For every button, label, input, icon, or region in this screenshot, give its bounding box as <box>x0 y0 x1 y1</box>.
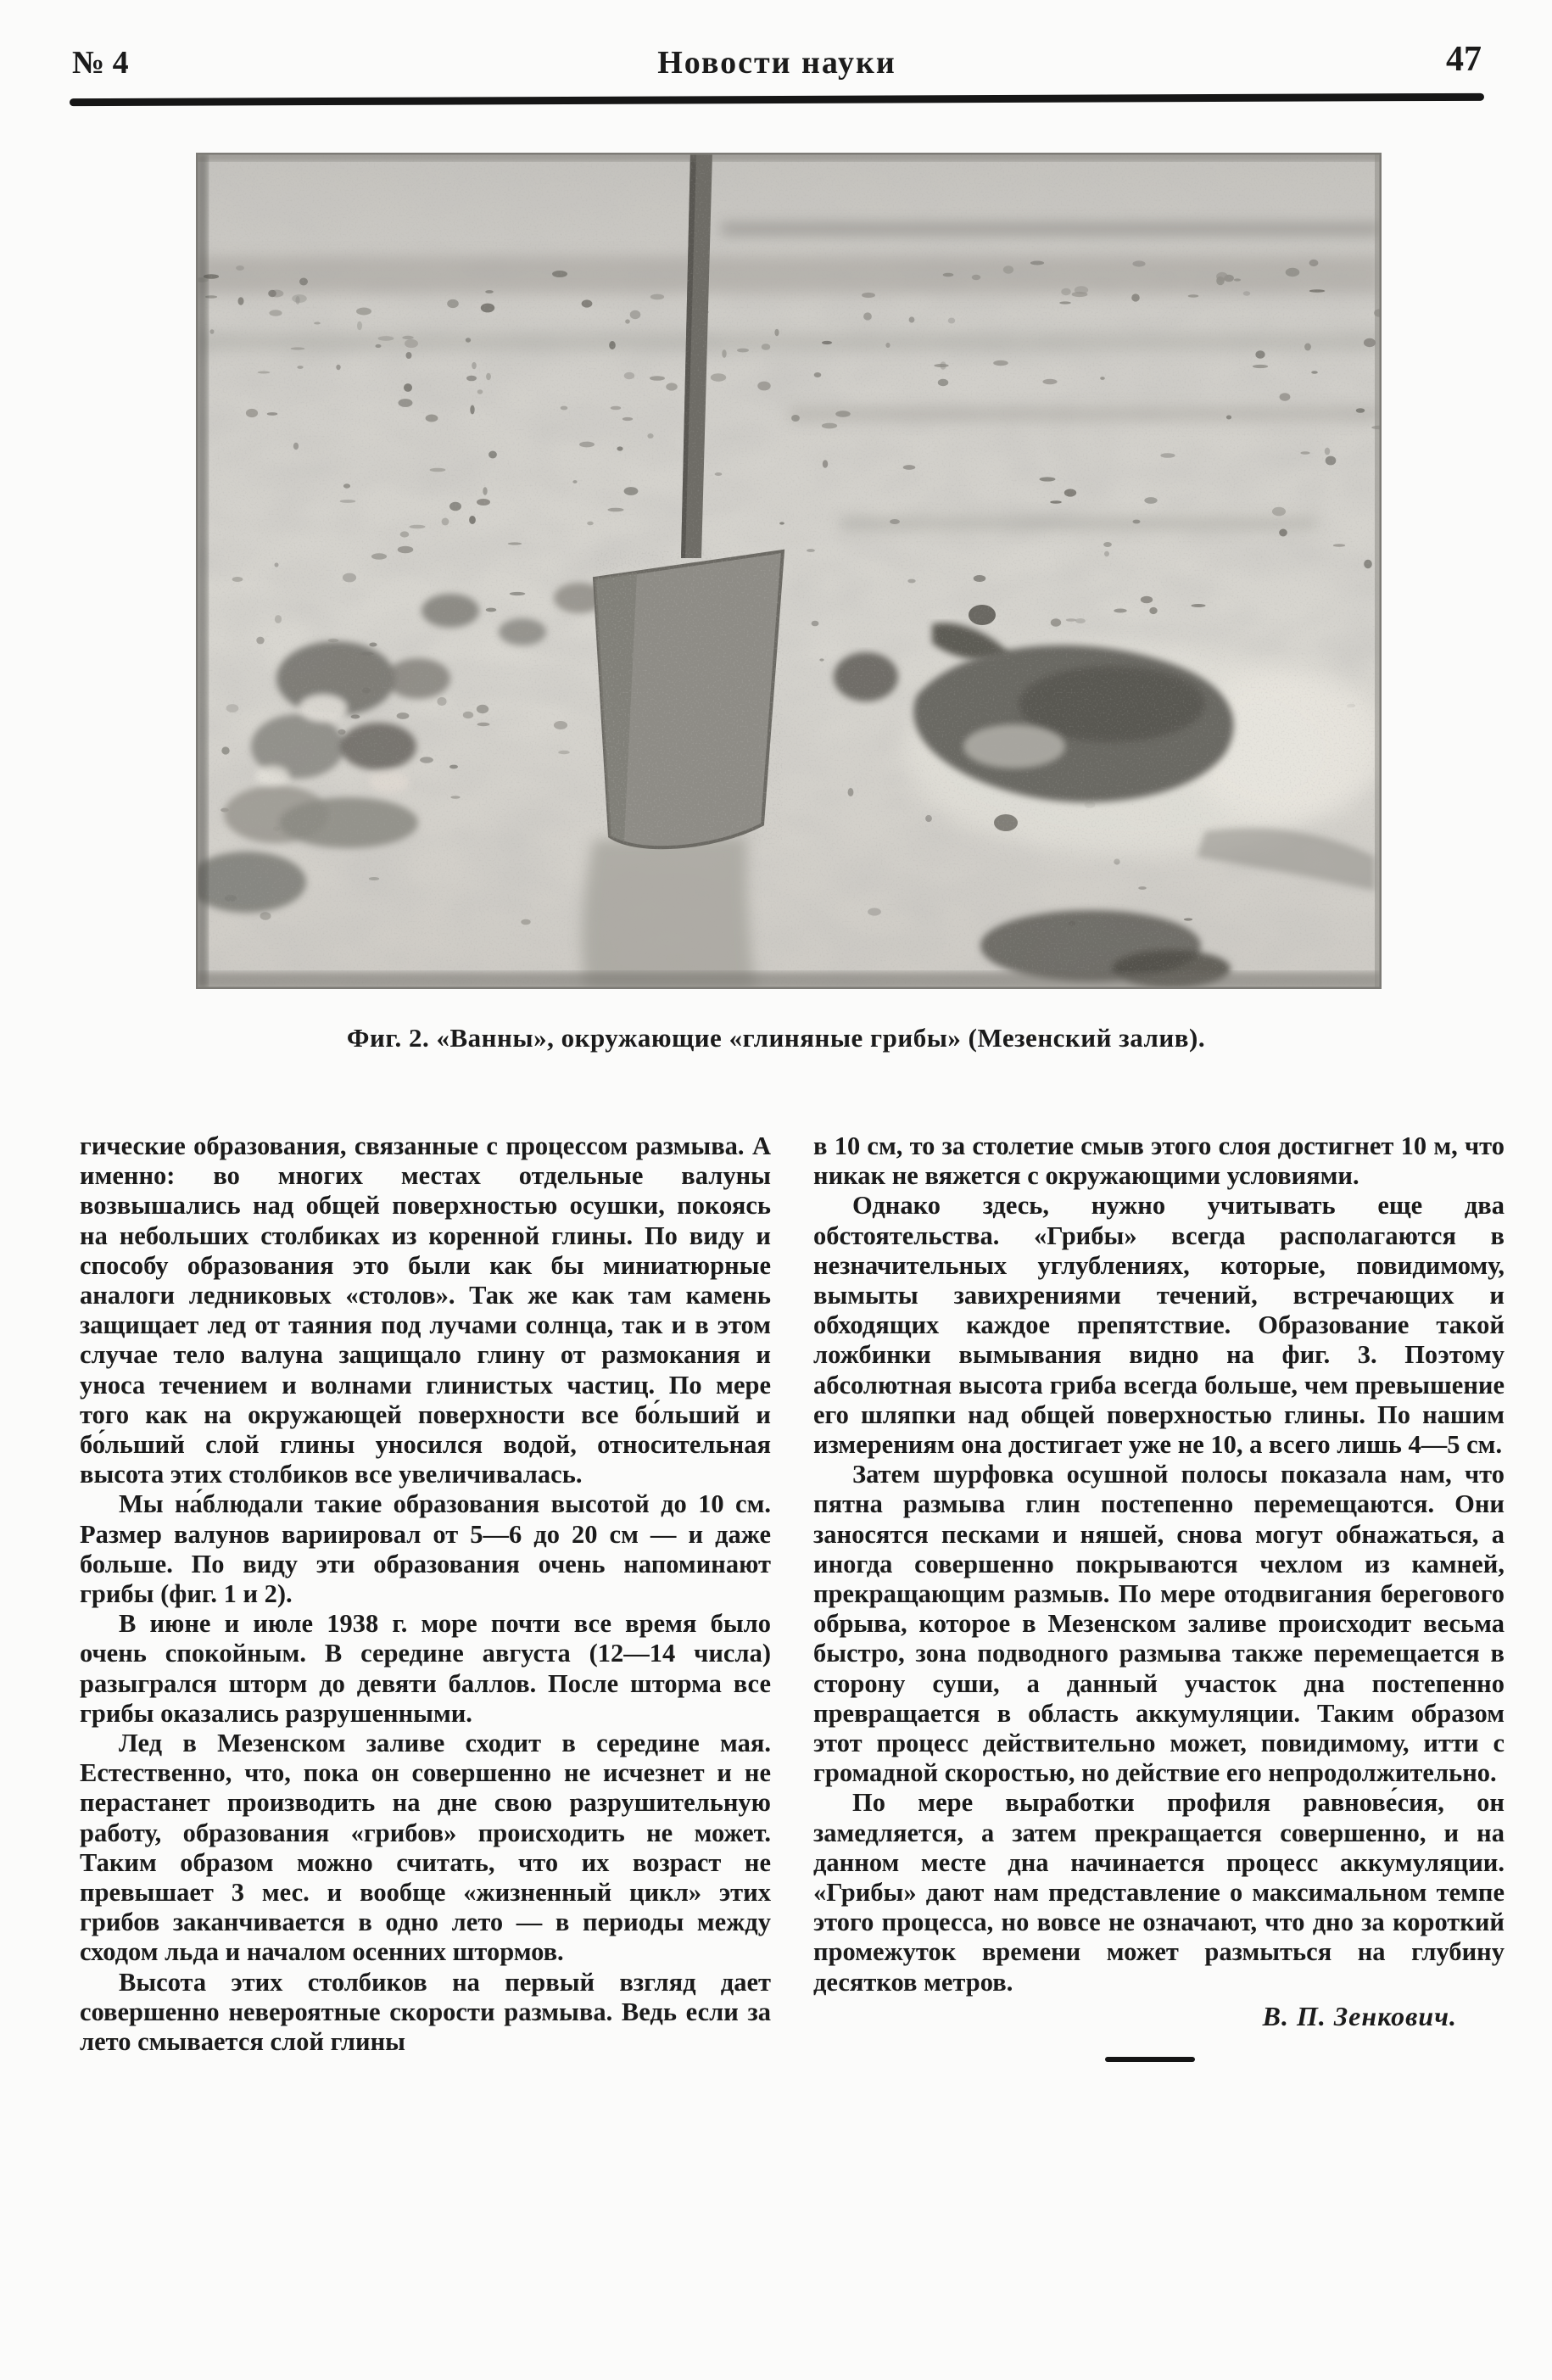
article-end-rule <box>1105 2057 1195 2062</box>
header-rule <box>70 93 1484 106</box>
paragraph: Высота этих столбиков на первый взгляд дает совершенно невероятные скорости размыва. Ведь если за лето смывается слой глины <box>80 1967 771 2057</box>
figure-caption: Фиг. 2. «Ванны», окружающие «глиняные грибы» (Мезенский залив). <box>346 1023 1206 1053</box>
paragraph: В июне и июле 1938 г. море почти все время было очень спокойным. В середине августа (12—14 числа) разыгрался шторм до девяти баллов. После шторма все грибы оказались разрушенными. <box>80 1609 771 1728</box>
paragraph: Лед в Мезенском заливе сходит в середине мая. Естественно, что, пока он совершенно не исчезнет и не перастанет производить на дне свою разрушительную работу, образования «грибов» происходить не может. Таким образом можно считать, что их возраст не превышает 3 мес. и вообще «жизненный цикл» этих грибов заканчивается в одно лето — в периоды между сходом льда и началом осенних штормов. <box>80 1729 771 1967</box>
mudflat-photo-illustration <box>196 153 1382 989</box>
page-number: 47 <box>1446 40 1482 79</box>
page-header <box>72 42 1482 83</box>
article-columns <box>80 1131 1505 2062</box>
journal-title: Новости науки <box>657 45 896 81</box>
figure-photo <box>196 153 1382 989</box>
paragraph: По мере выработки профиля равнове́сия, он замедляется, а затем прекращается совершенно, и на данном месте дна начинается процесс аккумуляции. «Грибы» дают нам представление о максимальном темпе этого процесса, но вовсе не означают, что дно за короткий промежуток времени может размыться на глубину десятков метров. <box>813 1788 1505 1997</box>
photo-grain <box>196 153 1382 989</box>
left-paragraphs <box>80 1131 771 2057</box>
issue-number: № 4 <box>72 45 129 81</box>
author-signature: В. П. Зенкович. <box>1262 2000 1457 2031</box>
paragraph: Затем шурфовка осушной полосы показала нам, что пятна размыва глин постепенно перемещаются. Они заносятся песками и няшей, снова могут обнажаться, а иногда совершенно покрываются чехлом из камней, прекращающим размыв. По мере отодвигания берегового обрыва, которое в Мезенском заливе происходит весьма быстро, зона подводного размыва также перемещается в сторону суши, а данный участок дна постепенно превращается в область аккумуляции. Таким образом этот процесс действительно может, повидимому, итти с громадной скоростью, но действие его непродолжительно. <box>813 1460 1505 1788</box>
paragraph: Мы на́блюдали такие образования высотой до 10 см. Размер валунов вариировал от 5—6 до 20 см — и даже больше. По виду эти образования очень напоминают грибы (фиг. 1 и 2). <box>80 1489 771 1609</box>
paragraph: Однако здесь, нужно учитывать еще два обстоятельства. «Грибы» всегда располагаются в незначительных углублениях, которые, повидимому, вымыты завихрениями течений, встречающих и обходящих каждое препятствие. Образование такой ложбинки вымывания видно на фиг. 3. Поэтому абсолютная высота гриба всегда больше, чем превышение его шляпки над общей поверхностью глины. По нашим измерениям она достигает уже не 10, а всего лишь 4—5 см. <box>813 1191 1505 1460</box>
column-right <box>813 1131 1505 2062</box>
paragraph: гические образования, связанные с процессом размыва. А именно: во многих местах отдельные валуны возвышались над общей поверхностью осушки, покоясь на небольших столбиках из коренной глины. По виду и способу образования это были как бы миниатюрные аналоги ледниковых «столов». Так же как там камень защищает лед от таяния под лучами солнца, так и в этом случае тело валуна защищало глину от размокания и уноса течением и волнами глинистых частиц. По мере того как на окружающей поверхности все бо́льший и бо́льший слой глины уносился водой, относительная высота этих столбиков все увеличивалась. <box>80 1131 771 1489</box>
paragraph: в 10 см, то за столетие смыв этого слоя достигнет 10 м, что никак не вяжется с окружающими условиями. <box>813 1131 1505 1191</box>
column-left <box>80 1131 771 2062</box>
right-paragraphs <box>813 1131 1505 1997</box>
